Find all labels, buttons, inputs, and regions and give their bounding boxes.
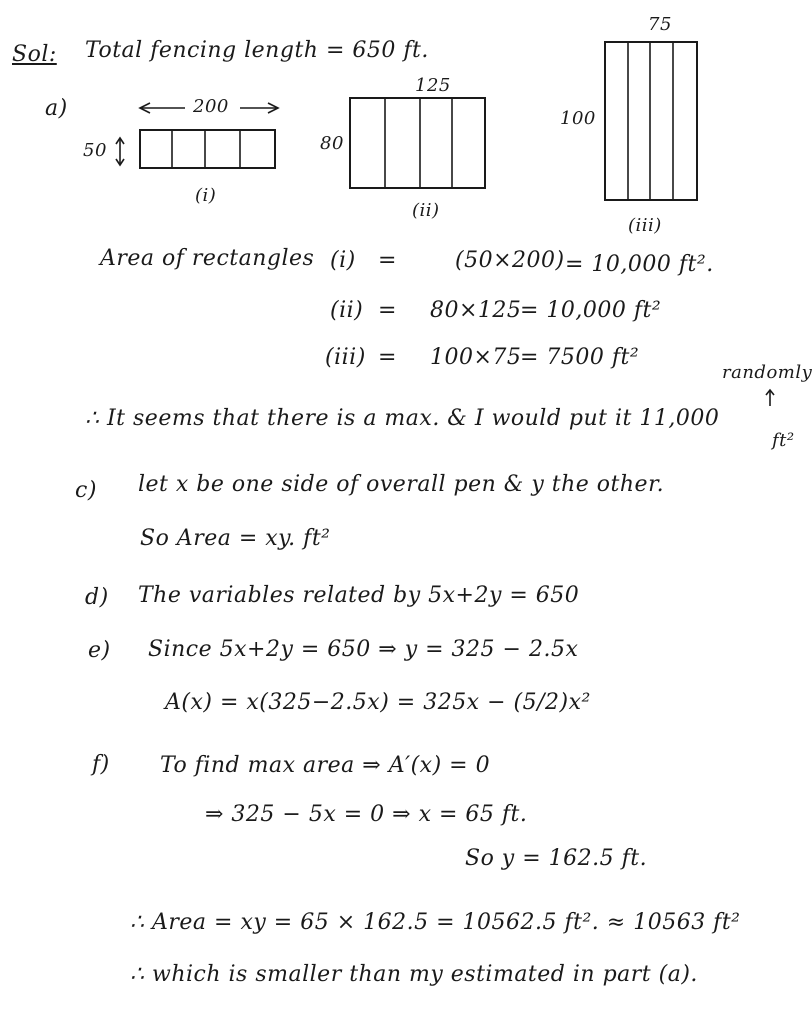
area-iii-result: = 7500 ft² xyxy=(520,345,640,370)
area-intro: Area of rectangles xyxy=(100,246,315,271)
rect-i-caption: (i) xyxy=(195,185,217,206)
part-c-label: c) xyxy=(75,478,97,503)
rect-i-width-label: 200 xyxy=(193,96,229,117)
part-f-line2: ⇒ 325 − 5x = 0 ⇒ x = 65 ft. xyxy=(205,802,528,827)
area-iii-expr: 100×75 xyxy=(430,345,522,370)
rectangle-ii xyxy=(350,98,485,188)
part-d-label: d) xyxy=(85,585,109,610)
solution-page: Sol: Total fencing length = 650 ft. a) 200 50 (i) 125 80 (ii) 75 100 (iii) Area of rectangles (i) = (50×200) = 10,000 ft². (ii) = 80×125 = 10,000 ft² (iii) = 100×75 = 7500 ft² randomly ∴ It seems that there is a max. & I would put it 11,000 ft² c) let x be one side of overall pen & y the other. So Area = xy. ft² d) The variables related by 5x+2y = 650 e) Since 5x+2y = 650 ⇒ y = 325 − 2.5x A(x) = x(325−2.5x) = 325x − (5/2)x² f) To find max area ⇒ A′(x) = 0 ⇒ 325 − 5x = 0 ⇒ x = 65 ft. So y = 162.5 ft. ∴ Area = xy = 65 × 162.5 = 10562.5 ft². ≈ 10563 ft² ∴ which is smaller than my estimated in part (a). xyxy=(0,0,802,1024)
part-c-line1: let x be one side of overall pen & y the other. xyxy=(138,472,665,497)
randomly-arrow xyxy=(766,390,774,406)
rect-iii-height-label: 100 xyxy=(560,108,596,129)
rect-iii-caption: (iii) xyxy=(628,215,662,236)
area-ii-result: = 10,000 ft² xyxy=(520,298,662,323)
part-e-line1: Since 5x+2y = 650 ⇒ y = 325 − 2.5x xyxy=(148,637,579,662)
part-e-label: e) xyxy=(88,638,111,663)
area-i-expr: (50×200) xyxy=(455,248,565,273)
part-f-line4: ∴ Area = xy = 65 × 162.5 = 10562.5 ft². ≈ 10563 ft² xyxy=(130,910,741,935)
randomly-note: randomly xyxy=(722,362,812,383)
fencing-statement: Total fencing length = 650 ft. xyxy=(85,38,429,63)
rect-ii-width-label: 125 xyxy=(415,75,451,96)
rect-ii-caption: (ii) xyxy=(412,200,440,221)
part-a-conclusion-unit: ft² xyxy=(772,430,795,451)
area-ii-label: (ii) xyxy=(330,298,364,323)
part-f-line1: To find max area ⇒ A′(x) = 0 xyxy=(160,753,491,778)
part-f-label: f) xyxy=(92,752,110,777)
part-f-line3: So y = 162.5 ft. xyxy=(465,846,648,871)
rectangle-iii xyxy=(605,42,697,200)
area-i-label: (i) xyxy=(330,248,356,273)
part-a-conclusion: ∴ It seems that there is a max. & I would put it 11,000 xyxy=(85,406,720,431)
rect-iii-width-label: 75 xyxy=(648,14,672,35)
rect-i-height-label: 50 xyxy=(83,140,107,161)
part-a-label: a) xyxy=(45,96,68,121)
part-c-line2: So Area = xy. ft² xyxy=(140,526,331,551)
part-d-line1: The variables related by 5x+2y = 650 xyxy=(138,583,580,608)
area-iii-label: (iii) xyxy=(325,345,366,370)
part-e-line2: A(x) = x(325−2.5x) = 325x − (5/2)x² xyxy=(165,690,591,715)
area-ii-expr: 80×125 xyxy=(430,298,522,323)
sol-label: Sol: xyxy=(12,42,57,67)
part-f-line5: ∴ which is smaller than my estimated in part (a). xyxy=(130,962,698,987)
rect-ii-height-label: 80 xyxy=(320,133,344,154)
area-i-result: = 10,000 ft². xyxy=(565,252,714,277)
